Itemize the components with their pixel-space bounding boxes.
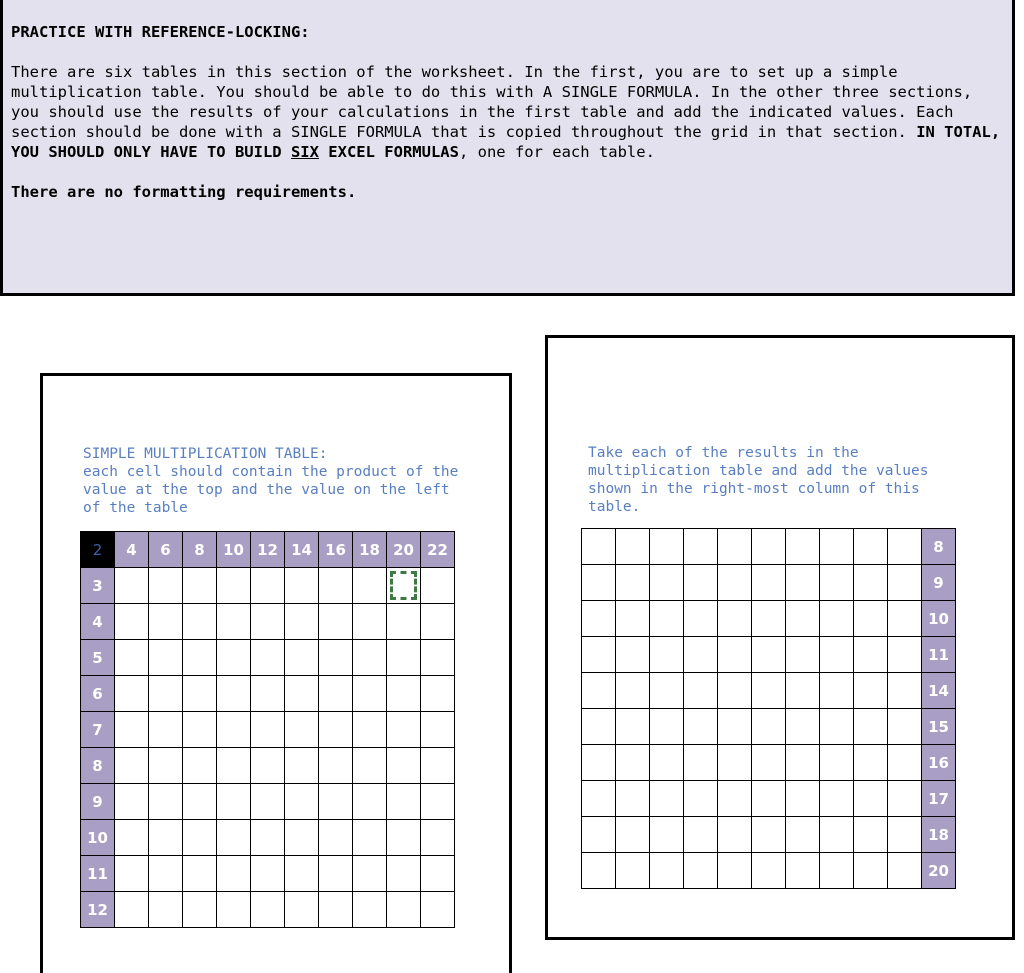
grid-cell[interactable] <box>387 604 421 640</box>
grid-cell[interactable] <box>684 529 718 565</box>
grid-cell[interactable] <box>582 781 616 817</box>
grid-cell[interactable] <box>183 748 217 784</box>
grid-cell[interactable] <box>387 784 421 820</box>
addition-grid <box>581 528 956 889</box>
caption-line: Take each of the results in the <box>588 445 859 461</box>
column-header-cell[interactable]: 4 <box>115 532 149 568</box>
grid-cell[interactable] <box>582 709 616 745</box>
grid-cell[interactable] <box>684 601 718 637</box>
instructions-bold-2: EXCEL FORMULAS <box>318 143 459 161</box>
grid-cell[interactable] <box>616 709 650 745</box>
grid-cell[interactable] <box>786 637 820 673</box>
grid-cell[interactable] <box>820 853 854 889</box>
row-addend-cell[interactable]: 15 <box>922 709 956 745</box>
row-header-cell[interactable]: 10 <box>81 820 115 856</box>
grid-cell[interactable] <box>582 853 616 889</box>
grid-cell[interactable] <box>684 853 718 889</box>
grid-cell[interactable] <box>149 748 183 784</box>
grid-cell[interactable] <box>888 781 922 817</box>
table-row <box>81 568 455 604</box>
column-header-cell[interactable]: 18 <box>353 532 387 568</box>
grid-cell[interactable] <box>888 817 922 853</box>
column-header-cell[interactable]: 12 <box>251 532 285 568</box>
grid-cell[interactable] <box>149 892 183 928</box>
grid-cell[interactable] <box>888 601 922 637</box>
grid-cell[interactable] <box>752 817 786 853</box>
grid-cell[interactable] <box>820 601 854 637</box>
row-addend-cell[interactable]: 9 <box>922 565 956 601</box>
grid-cell[interactable] <box>650 673 684 709</box>
grid-cell[interactable] <box>387 712 421 748</box>
grid-cell[interactable] <box>217 640 251 676</box>
grid-cell[interactable] <box>149 856 183 892</box>
column-header-cell[interactable]: 6 <box>149 532 183 568</box>
table-row <box>81 856 455 892</box>
instructions-underline: SIX <box>290 143 319 161</box>
grid-cell[interactable] <box>115 568 149 604</box>
grid-cell[interactable] <box>217 784 251 820</box>
grid-cell[interactable] <box>421 784 455 820</box>
grid-cell[interactable] <box>149 640 183 676</box>
grid-cell[interactable] <box>285 604 319 640</box>
grid-cell[interactable] <box>421 568 455 604</box>
grid-cell[interactable] <box>251 604 285 640</box>
grid-cell[interactable] <box>854 745 888 781</box>
grid-cell[interactable] <box>854 709 888 745</box>
row-addend-cell[interactable]: 10 <box>922 601 956 637</box>
header-row <box>81 532 455 568</box>
grid-cell[interactable] <box>888 637 922 673</box>
table-row <box>582 817 956 853</box>
grid-cell[interactable] <box>616 817 650 853</box>
grid-cell[interactable] <box>183 856 217 892</box>
grid-cell[interactable] <box>854 637 888 673</box>
grid-cell[interactable] <box>718 817 752 853</box>
grid-cell[interactable] <box>718 637 752 673</box>
grid-cell[interactable] <box>684 781 718 817</box>
row-header-cell[interactable]: 11 <box>81 856 115 892</box>
grid-cell[interactable] <box>285 748 319 784</box>
grid-cell[interactable] <box>251 892 285 928</box>
grid-cell[interactable] <box>820 817 854 853</box>
grid-cell[interactable] <box>319 784 353 820</box>
grid-cell[interactable] <box>319 676 353 712</box>
column-header-cell[interactable]: 8 <box>183 532 217 568</box>
grid-cell[interactable] <box>421 820 455 856</box>
grid-cell[interactable] <box>115 604 149 640</box>
grid-cell[interactable] <box>786 529 820 565</box>
grid-cell[interactable] <box>251 712 285 748</box>
table-row <box>582 529 956 565</box>
grid-cell[interactable] <box>319 892 353 928</box>
grid-cell[interactable] <box>387 640 421 676</box>
grid-cell[interactable] <box>582 637 616 673</box>
grid-cell[interactable] <box>650 745 684 781</box>
grid-cell[interactable] <box>217 712 251 748</box>
grid-cell[interactable] <box>582 529 616 565</box>
multiplication-table-caption <box>83 445 458 517</box>
grid-cell[interactable] <box>820 709 854 745</box>
corner-cell[interactable]: 2 <box>81 532 115 568</box>
instructions-footer: There are no formatting requirements. <box>11 183 357 201</box>
grid-cell[interactable] <box>684 673 718 709</box>
grid-cell[interactable] <box>718 781 752 817</box>
table-row <box>81 604 455 640</box>
table-row <box>582 745 956 781</box>
table-row <box>81 820 455 856</box>
instructions-body <box>11 62 1004 162</box>
grid-cell[interactable] <box>387 676 421 712</box>
grid-cell[interactable] <box>217 568 251 604</box>
multiplication-grid <box>80 531 455 928</box>
addition-table-panel <box>545 335 1015 940</box>
grid-cell[interactable] <box>888 529 922 565</box>
grid-cell[interactable] <box>251 784 285 820</box>
grid-cell[interactable] <box>684 817 718 853</box>
row-header-cell[interactable]: 5 <box>81 640 115 676</box>
table-row <box>81 640 455 676</box>
grid-cell[interactable] <box>820 745 854 781</box>
table-row <box>582 853 956 889</box>
grid-cell[interactable] <box>854 781 888 817</box>
grid-cell[interactable] <box>353 712 387 748</box>
row-addend-cell[interactable]: 16 <box>922 745 956 781</box>
grid-cell[interactable] <box>251 568 285 604</box>
instructions-box <box>0 0 1015 296</box>
column-header-cell[interactable]: 14 <box>285 532 319 568</box>
grid-cell[interactable] <box>353 748 387 784</box>
grid-cell[interactable] <box>183 892 217 928</box>
grid-cell[interactable] <box>149 604 183 640</box>
row-addend-cell[interactable]: 20 <box>922 853 956 889</box>
grid-cell[interactable] <box>353 820 387 856</box>
grid-cell[interactable] <box>718 565 752 601</box>
table-row <box>81 676 455 712</box>
grid-cell[interactable] <box>319 604 353 640</box>
grid-cell[interactable] <box>353 676 387 712</box>
grid-cell[interactable] <box>387 892 421 928</box>
grid-cell[interactable] <box>421 640 455 676</box>
grid-cell[interactable] <box>149 712 183 748</box>
grid-cell[interactable] <box>650 781 684 817</box>
grid-cell[interactable] <box>285 712 319 748</box>
instructions-text-1: There are six tables in this section of the worksheet. In the first, you are to set up a simple multiplication table. You should be able to do this with A SINGLE FORMULA. In the other three sections, you should use the results of your calculations in the first table and add the indicated values. Each section should be done with a SINGLE FORMULA that is copied throughout the grid in that section. <box>11 63 973 141</box>
grid-cell[interactable] <box>684 565 718 601</box>
grid-cell[interactable] <box>650 853 684 889</box>
caption-line: multiplication table and add the values <box>588 463 929 479</box>
grid-cell[interactable] <box>217 892 251 928</box>
grid-cell[interactable] <box>616 853 650 889</box>
grid-cell[interactable] <box>115 892 149 928</box>
grid-cell[interactable] <box>115 676 149 712</box>
grid-cell[interactable] <box>149 820 183 856</box>
grid-cell[interactable] <box>820 565 854 601</box>
grid-cell[interactable] <box>820 781 854 817</box>
grid-cell[interactable] <box>251 820 285 856</box>
grid-cell[interactable] <box>616 529 650 565</box>
grid-cell[interactable] <box>319 712 353 748</box>
grid-cell[interactable] <box>353 568 387 604</box>
grid-cell[interactable] <box>786 673 820 709</box>
grid-cell[interactable] <box>684 745 718 781</box>
grid-cell[interactable] <box>217 856 251 892</box>
grid-cell[interactable] <box>353 892 387 928</box>
grid-cell[interactable] <box>183 568 217 604</box>
grid-cell[interactable] <box>752 601 786 637</box>
table-row <box>582 673 956 709</box>
table-row <box>81 784 455 820</box>
grid-cell[interactable] <box>285 676 319 712</box>
grid-cell[interactable] <box>582 565 616 601</box>
grid-cell[interactable] <box>387 856 421 892</box>
grid-cell[interactable] <box>353 604 387 640</box>
grid-cell[interactable] <box>353 640 387 676</box>
grid-cell[interactable] <box>217 676 251 712</box>
row-addend-cell[interactable]: 18 <box>922 817 956 853</box>
grid-cell[interactable] <box>820 673 854 709</box>
grid-cell[interactable] <box>752 709 786 745</box>
grid-cell[interactable] <box>616 637 650 673</box>
grid-cell[interactable] <box>820 529 854 565</box>
grid-cell[interactable] <box>854 817 888 853</box>
grid-cell[interactable] <box>421 748 455 784</box>
grid-cell[interactable] <box>582 817 616 853</box>
grid-cell[interactable] <box>149 784 183 820</box>
grid-cell[interactable] <box>718 709 752 745</box>
grid-cell[interactable] <box>285 856 319 892</box>
grid-cell[interactable] <box>285 640 319 676</box>
grid-cell[interactable] <box>616 601 650 637</box>
grid-cell[interactable] <box>650 565 684 601</box>
row-addend-cell[interactable]: 17 <box>922 781 956 817</box>
table-row <box>582 565 956 601</box>
grid-cell[interactable] <box>115 784 149 820</box>
grid-cell[interactable] <box>786 601 820 637</box>
grid-cell[interactable] <box>752 529 786 565</box>
grid-cell[interactable] <box>183 640 217 676</box>
grid-cell[interactable] <box>616 781 650 817</box>
table-row <box>582 601 956 637</box>
grid-cell[interactable] <box>650 601 684 637</box>
grid-cell[interactable] <box>752 781 786 817</box>
instructions-heading: PRACTICE WITH REFERENCE-LOCKING: <box>11 23 310 41</box>
grid-cell[interactable] <box>786 781 820 817</box>
grid-cell[interactable] <box>684 637 718 673</box>
grid-cell[interactable] <box>616 745 650 781</box>
caption-line: table. <box>588 499 641 515</box>
grid-cell[interactable] <box>888 565 922 601</box>
grid-cell[interactable] <box>149 676 183 712</box>
grid-cell[interactable] <box>421 676 455 712</box>
row-addend-cell[interactable]: 8 <box>922 529 956 565</box>
grid-cell[interactable] <box>183 820 217 856</box>
grid-cell[interactable] <box>854 853 888 889</box>
grid-cell[interactable] <box>888 709 922 745</box>
caption-line: of the table <box>83 500 188 516</box>
grid-cell[interactable] <box>616 673 650 709</box>
grid-cell[interactable] <box>786 853 820 889</box>
grid-cell[interactable] <box>319 820 353 856</box>
grid-cell[interactable] <box>786 745 820 781</box>
grid-cell[interactable] <box>650 709 684 745</box>
grid-cell[interactable] <box>217 820 251 856</box>
grid-cell[interactable] <box>582 601 616 637</box>
table-row <box>582 709 956 745</box>
row-header-cell[interactable]: 7 <box>81 712 115 748</box>
grid-cell[interactable] <box>854 565 888 601</box>
grid-cell[interactable] <box>786 709 820 745</box>
grid-cell[interactable] <box>888 673 922 709</box>
row-header-cell[interactable]: 6 <box>81 676 115 712</box>
row-header-cell[interactable]: 3 <box>81 568 115 604</box>
grid-cell[interactable] <box>786 565 820 601</box>
caption-title: SIMPLE MULTIPLICATION TABLE: <box>83 446 328 462</box>
grid-cell[interactable] <box>319 640 353 676</box>
column-header-cell[interactable]: 10 <box>217 532 251 568</box>
grid-cell[interactable] <box>387 820 421 856</box>
grid-cell[interactable] <box>888 745 922 781</box>
selected-cell[interactable] <box>387 568 421 604</box>
grid-cell[interactable] <box>353 856 387 892</box>
grid-cell[interactable] <box>718 745 752 781</box>
grid-cell[interactable] <box>387 748 421 784</box>
grid-cell[interactable] <box>752 745 786 781</box>
grid-cell[interactable] <box>421 856 455 892</box>
grid-cell[interactable] <box>854 601 888 637</box>
grid-cell[interactable] <box>582 673 616 709</box>
grid-cell[interactable] <box>854 529 888 565</box>
instructions-text-2: , one for each table. <box>458 143 655 161</box>
grid-cell[interactable] <box>718 601 752 637</box>
table-row <box>582 637 956 673</box>
caption-line: each cell should contain the product of the <box>83 464 459 480</box>
grid-cell[interactable] <box>115 856 149 892</box>
grid-cell[interactable] <box>319 748 353 784</box>
row-header-cell[interactable]: 9 <box>81 784 115 820</box>
grid-cell[interactable] <box>251 640 285 676</box>
grid-cell[interactable] <box>319 568 353 604</box>
grid-cell[interactable] <box>285 820 319 856</box>
grid-cell[interactable] <box>718 529 752 565</box>
grid-cell[interactable] <box>752 853 786 889</box>
grid-cell[interactable] <box>251 856 285 892</box>
grid-cell[interactable] <box>115 820 149 856</box>
grid-cell[interactable] <box>251 748 285 784</box>
grid-cell[interactable] <box>582 745 616 781</box>
table-row <box>582 781 956 817</box>
row-header-cell[interactable]: 4 <box>81 604 115 640</box>
grid-cell[interactable] <box>718 673 752 709</box>
row-addend-cell[interactable]: 11 <box>922 637 956 673</box>
grid-cell[interactable] <box>251 676 285 712</box>
caption-line: shown in the right-most column of this <box>588 481 920 497</box>
caption-line: value at the top and the value on the left <box>83 482 450 498</box>
grid-cell[interactable] <box>786 817 820 853</box>
grid-cell[interactable] <box>421 892 455 928</box>
column-header-cell[interactable]: 20 <box>387 532 421 568</box>
table-row <box>81 748 455 784</box>
grid-cell[interactable] <box>183 784 217 820</box>
grid-cell[interactable] <box>285 784 319 820</box>
grid-cell[interactable] <box>183 604 217 640</box>
grid-cell[interactable] <box>421 712 455 748</box>
column-header-cell[interactable]: 22 <box>421 532 455 568</box>
grid-cell[interactable] <box>718 853 752 889</box>
grid-cell[interactable] <box>752 673 786 709</box>
multiplication-table-panel <box>40 373 512 973</box>
grid-cell[interactable] <box>115 640 149 676</box>
column-header-cell[interactable]: 16 <box>319 532 353 568</box>
grid-cell[interactable] <box>115 748 149 784</box>
grid-cell[interactable] <box>285 568 319 604</box>
grid-cell[interactable] <box>149 568 183 604</box>
grid-cell[interactable] <box>285 892 319 928</box>
instructions-bold-1: IN TOTAL, YOU SHOULD ONLY HAVE TO BUILD <box>11 123 1001 161</box>
grid-cell[interactable] <box>353 784 387 820</box>
grid-cell[interactable] <box>650 529 684 565</box>
table-row <box>81 712 455 748</box>
grid-cell[interactable] <box>183 676 217 712</box>
grid-cell[interactable] <box>115 712 149 748</box>
row-header-cell[interactable]: 12 <box>81 892 115 928</box>
grid-cell[interactable] <box>217 604 251 640</box>
grid-cell[interactable] <box>319 856 353 892</box>
grid-cell[interactable] <box>752 637 786 673</box>
grid-cell[interactable] <box>217 748 251 784</box>
grid-cell[interactable] <box>854 673 888 709</box>
grid-cell[interactable] <box>616 565 650 601</box>
grid-cell[interactable] <box>183 712 217 748</box>
grid-cell[interactable] <box>684 709 718 745</box>
grid-cell[interactable] <box>421 604 455 640</box>
grid-cell[interactable] <box>820 637 854 673</box>
grid-cell[interactable] <box>752 565 786 601</box>
row-addend-cell[interactable]: 14 <box>922 673 956 709</box>
table-row <box>81 892 455 928</box>
grid-cell[interactable] <box>650 637 684 673</box>
row-header-cell[interactable]: 8 <box>81 748 115 784</box>
grid-cell[interactable] <box>888 853 922 889</box>
grid-cell[interactable] <box>650 817 684 853</box>
addition-table-caption <box>588 444 928 516</box>
